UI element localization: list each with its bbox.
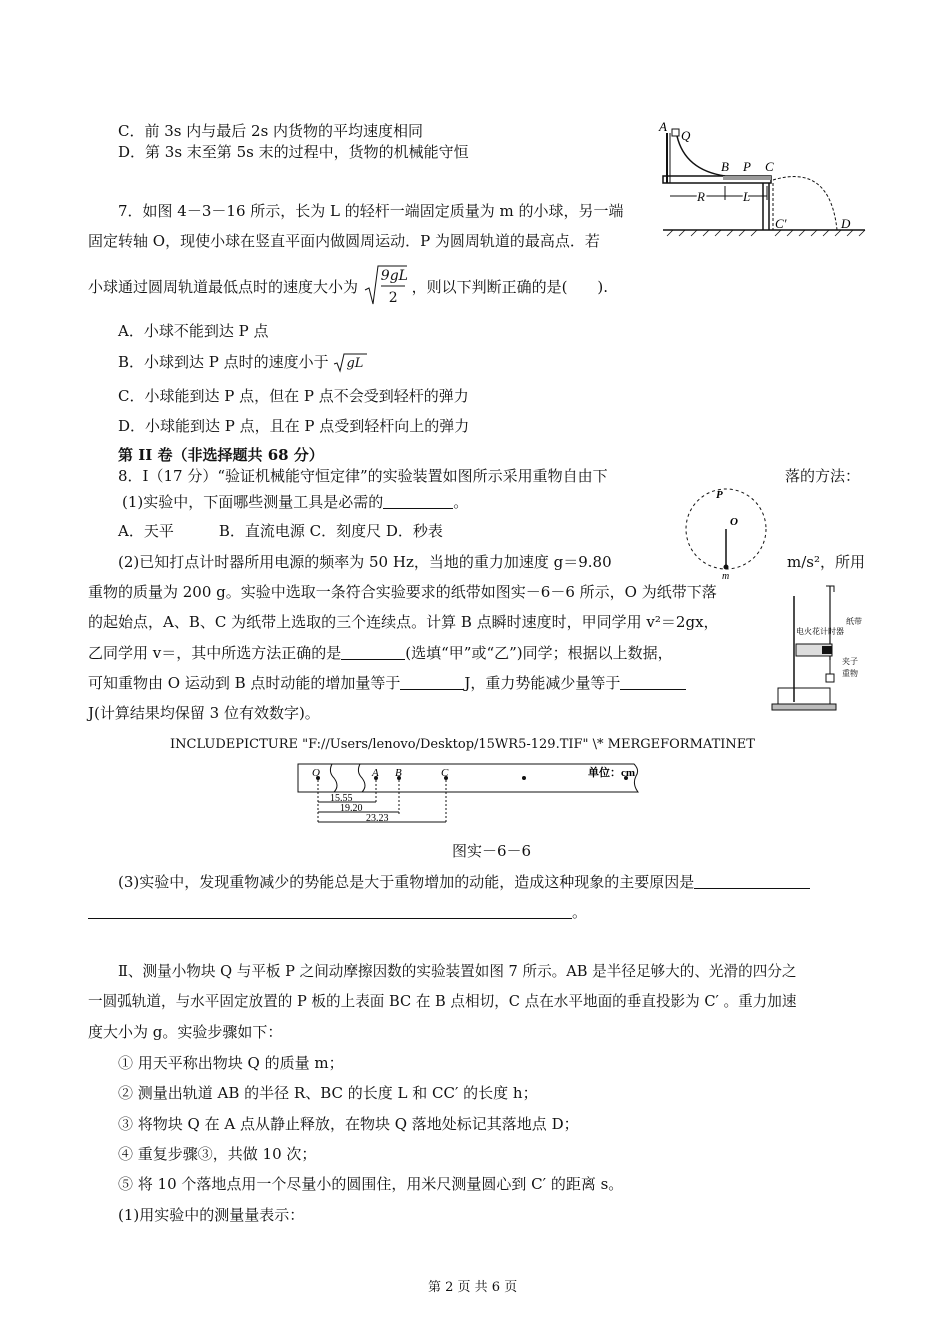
tape-label-b: B (395, 767, 402, 779)
q7-option-c: C．小球能到达 P 点，但在 P 点不会受到轻杆的弹力 (118, 387, 469, 405)
apparatus-tape-label: 纸带 (846, 617, 862, 626)
q8-sub3-end: 。 (572, 903, 588, 921)
q7-option-d: D．小球能到达 P 点，且在 P 点受到轻杆向上的弹力 (118, 417, 470, 435)
answer-blank-5[interactable] (694, 874, 810, 889)
tape-distance-3: 23.23 (366, 813, 389, 824)
q8-sub2-line-4-text: 乙同学用 v＝，其中所选方法正确的是 (88, 644, 342, 662)
q8-sub2-line-5-mid: J，重力势能减少量等于 (464, 674, 621, 692)
q8-sub2-line-1: (2)已知打点计时器所用电源的频率为 50 Hz，当地的重力加速度 g＝9.80 (118, 553, 612, 571)
apparatus-timer-label: 电火花计时器 (796, 627, 844, 636)
answer-blank-2[interactable] (341, 645, 405, 660)
answer-blank-4[interactable] (620, 675, 686, 690)
q8ii-step-1: ① 用天平称出物块 Q 的质量 m； (118, 1054, 344, 1072)
circle-label-m: m (722, 571, 730, 582)
track-label-r: R (697, 189, 705, 204)
q7-line-2: 固定转轴 O，现使小球在竖直平面内做圆周运动．P 为圆周轨道的最高点．若 (88, 232, 600, 250)
q8-sub2-line-5 (88, 673, 686, 693)
include-picture-field: INCLUDEPICTURE "F://Users/lenovo/Desktop/15WR5-129.TIF" \* MERGEFORMATINET (170, 737, 755, 752)
section-title: 第 II 卷（非选择题共 68 分） (118, 446, 324, 464)
tape-label-o: O (312, 767, 320, 779)
track-label-q: Q (681, 128, 691, 143)
answer-blank-1[interactable] (383, 494, 453, 509)
tape-distance-1: 15.55 (330, 793, 353, 804)
q6-option-c: C．前 3s 内与最后 2s 内货物的平均速度相同 (118, 122, 424, 140)
answer-blank-3[interactable] (400, 675, 464, 690)
track-label-a: A (659, 119, 667, 134)
track-label-p: P (743, 159, 751, 174)
formula-denominator: 2 (388, 290, 398, 306)
tape-label-c: C (441, 767, 449, 779)
q8-sub3-text: (3)实验中，发现重物减少的势能总是大于重物增加的动能，造成这种现象的主要原因是 (118, 873, 695, 891)
q8-sub2-line-2: 重物的质量为 200 g。实验中选取一条符合实验要求的纸带如图实－6－6 所示，O 为纸带下落 (88, 583, 717, 601)
circle-label-o: O (730, 516, 738, 528)
q8-sub3-line-2 (88, 902, 587, 922)
sqrt-gl (333, 354, 367, 372)
q8ii-step-3: ③ 将物块 Q 在 A 点从静止释放，在物块 Q 落地处标记其落地点 D； (118, 1115, 579, 1133)
q8ii-line-1: Ⅱ、测量小物块 Q 与平板 P 之间动摩擦因数的实验装置如图 7 所示。AB 是半径足够大的、光滑的四分之 (118, 963, 797, 980)
q8-sub2-line-4-tail: (选填“甲”或“乙”)同学；根据以上数据， (405, 644, 673, 662)
apparatus-clip-label: 夹子 (842, 657, 858, 666)
q8-sub2-line-5-text: 可知重物由 O 运动到 B 点时动能的增加量等于 (88, 674, 401, 692)
q8ii-line-2: 一圆弧轨道，与水平固定放置的 P 板的上表面 BC 在 B 点相切，C 点在水平地面的垂直投影为 C′ 。重力加速 (88, 993, 797, 1010)
circle-figure (680, 483, 772, 582)
track-label-d: D (841, 216, 851, 231)
q8-line-1: 8．I（17 分）“验证机械能守恒定律”的实验装置如图所示采用重物自由下 (118, 467, 608, 485)
q7-option-b-text: B．小球到达 P 点时的速度小于 (118, 353, 329, 371)
q8-sub1-end: 。 (453, 493, 469, 511)
track-figure (655, 118, 870, 243)
q8-options: A．天平 B．直流电源 C．刻度尺 D．秒表 (118, 522, 443, 540)
q8-sub1 (122, 492, 468, 512)
q8ii-step-2: ② 测量出轨道 AB 的半径 R、BC 的长度 L 和 CC′ 的长度 h； (118, 1084, 538, 1102)
q8ii-step-4: ④ 重复步骤③，共做 10 次； (118, 1145, 317, 1163)
answer-blank-6[interactable] (88, 904, 572, 919)
track-label-l: L (743, 189, 751, 204)
q8-sub2-line-1-tail: m/s²，所用 (787, 553, 865, 571)
circle-label-p: P (716, 489, 723, 501)
q7-line-1: 7．如图 4－3－16 所示，长为 L 的轻杆一端固定质量为 m 的小球，另一端 (118, 202, 624, 220)
q7-line-3-text: 小球通过圆周轨道最低点时的速度大小为 (88, 278, 359, 296)
q8-sub2-line-6: J(计算结果均保留 3 位有效数字)。 (88, 704, 320, 722)
q8-sub2-line-4 (88, 643, 673, 663)
sqrt-formula (363, 268, 408, 306)
q8-sub1-text: (1)实验中，下面哪些测量工具是必需的 (122, 493, 384, 511)
formula-numerator: 9gL (380, 268, 408, 284)
q8ii-step-6: (1)用实验中的测量量表示： (118, 1206, 305, 1224)
q7-line-3 (88, 268, 609, 306)
q7-option-b (118, 352, 367, 372)
page-footer: 第 2 页 共 6 页 (428, 1280, 518, 1295)
sqrt-gl-value: gL (346, 356, 364, 371)
q8-line-1-tail: 落的方法： (785, 467, 861, 485)
track-label-c: C (765, 159, 774, 174)
q6-option-d: D．第 3s 末至第 5s 末的过程中，货物的机械能守恒 (118, 143, 469, 161)
apparatus-weight-label: 重物 (842, 669, 858, 678)
figure-caption: 图实－6－6 (452, 842, 532, 860)
q8ii-step-5: ⑤ 将 10 个落地点用一个尽量小的圆围住，用米尺测量圆心到 C′ 的距离 s。 (118, 1175, 624, 1193)
q8ii-line-3: 度大小为 g。实验步骤如下： (88, 1023, 283, 1041)
tape-figure (296, 760, 656, 830)
q8-sub3 (118, 872, 810, 892)
q7-line-3-tail: ，则以下判断正确的是( ). (411, 278, 609, 296)
track-label-c-prime: C′ (775, 216, 787, 231)
tape-label-a: A (372, 767, 379, 779)
tape-unit-label: 单位：cm (588, 767, 636, 779)
q8-sub2-line-3: 的起始点，A、B、C 为纸带上选取的三个连续点。计算 B 点瞬时速度时，甲同学用 v²＝2gx， (88, 613, 719, 631)
q7-option-a: A．小球不能到达 P 点 (118, 322, 269, 340)
apparatus-figure (768, 582, 868, 718)
tape-distance-2: 19.20 (340, 803, 363, 814)
track-label-b: B (721, 159, 729, 174)
